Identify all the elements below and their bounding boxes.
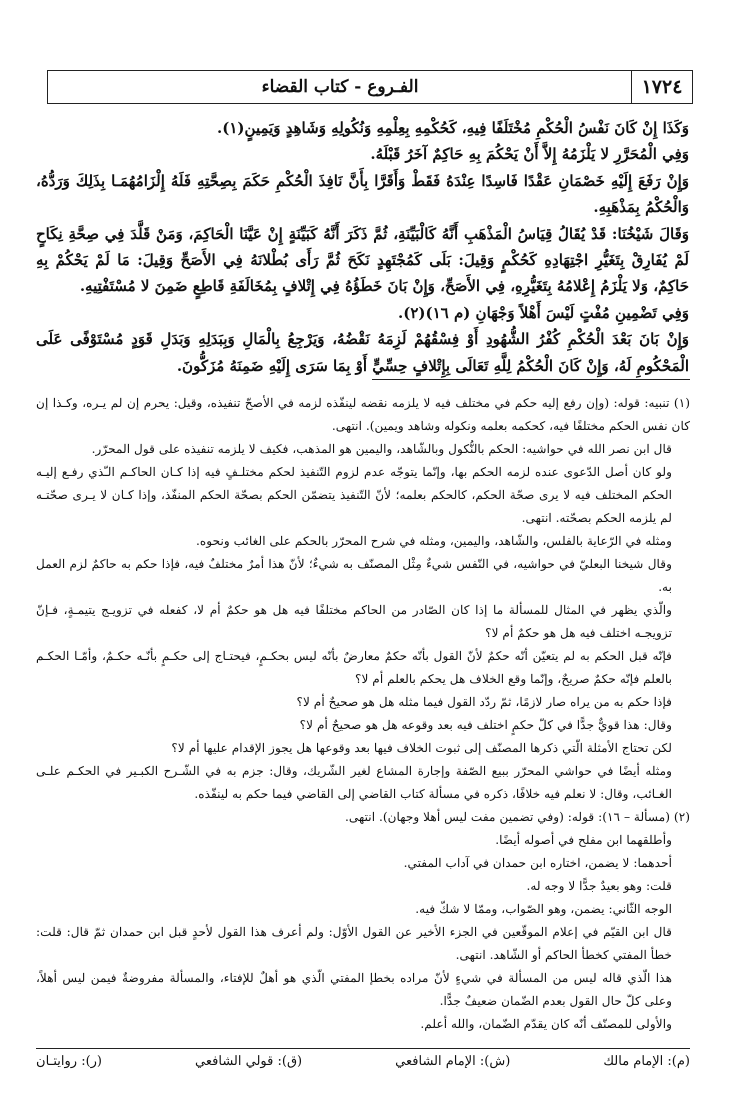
footnote-paragraph: وقال شيخنا البعليّ في حواشيه، في النّفس شيءٌ مِثْل المصنّف به شيءٌ؛ لأنّ هذا أمرٌ مختلفٌ فيه، فإذا حكم به حاكمٌ لزم العمل به. <box>36 557 672 594</box>
footnote-paragraph: الوجه الثّاني: يضمن، وهو الصّواب، وممّا لا شكّ فيه. <box>415 902 672 916</box>
abbrev-malik: (م): الإمام مالك <box>603 1054 690 1069</box>
footnote-paragraph: (١) تنبيه: قوله: (وإن رفع إليه حكم في مختلف فيه لا يلزمه نقضه لينفّذه لزمه في الأصحّ تنفيذه، وقيل: يحرم إن لم يـره، وكـذا إن كان نفس الحكم مختلفًا فيه، كحكمه بعلمه ونكوله وشاهد ويمين). انتهى. <box>36 396 690 433</box>
footnote-separator <box>372 379 690 380</box>
footnote-paragraph: لكن تحتاج الأمثلة الّتي ذكرها المصنّف إلى ثبوت الخلاف فيها بعد وقوعها هل يجوز الإقدام عليها أم لا؟ <box>171 741 672 755</box>
abbrev-shafii: (ش): الإمام الشافعي <box>395 1054 511 1069</box>
page-number: ١٧٢٤ <box>631 71 692 103</box>
main-text <box>36 115 689 379</box>
main-paragraph: وَكَذَا إِنْ كَانَ نَفْسُ الْحُكْمِ مُخْتَلَفًا فِيهِ، كَحُكْمِهِ بِعِلْمِهِ وَنُكُولِهِ وَشَاهِدٍ وَيَمِينٍ(١). <box>217 119 689 137</box>
footnote-paragraph: قلت: وهو بعيدٌ جدًّا لا وجه له. <box>526 879 672 893</box>
page-header <box>47 70 693 104</box>
footnote-paragraph: هذا الّذي قاله ليس من المسألة في شيءٍ لأنّ مراده بخطإ المفتي الّذي هو أهلٌ للإفتاء، والمسألة مفروضةٌ فيمن ليس أهلاً، وعلى كلّ حال القول بعدم الضّمان ضعيفٌ جدًّا. <box>36 971 672 1008</box>
footnote-paragraph: وقال: هذا قويٌّ جدًّا في كلّ حكمٍ اختلف فيه بعد وقوعه هل هو صحيحٌ أم لا؟ <box>299 718 672 732</box>
footnotes <box>36 392 690 1036</box>
footnote-paragraph: أحدهما: لا يضمن، اختاره ابن حمدان في آداب المفتي. <box>403 856 672 870</box>
main-paragraph: وَقَالَ شَيْخُنَا: قَدْ يُقَالُ قِيَاسُ الْمَذْهَبِ أَنَّهُ كَالْبَيِّنَةِ، ثُمَّ ذَكَرَ أَنَّهُ كَبَيِّنَةٍ إِنْ عَيَّنَا الْحَاكِمَ، وَمَنْ قَلَّدَ فِي صِحَّةِ نِكَاحٍ لَمْ يُفَارِقْ بِتَغَيُّرِ اجْتِهَادِهِ كَحُكْمٍ وَقِيلَ: بَلَى كَمُجْتَهِدٍ نَكَحَ ثُمَّ رَأَى بُطْلانَهُ فِي الأَصَحِّ وَقِيلَ: مَا لَمْ يَحْكُمْ بِهِ حَاكِمٌ، وَلا يَلْزَمُ إِعْلامُهُ بِتَغَيُّرِهِ، فِي الأَصَحِّ، وَإِنْ بَانَ خَطَؤُهُ فِي إِتْلافٍ بِمُخَالَفَةِ قَاطِعٍ ضَمِنَ لا مُسْتَفْتِيهِ. <box>36 224 689 296</box>
footnote-paragraph: فإذا حكم به من يراه صار لازمًا، ثمّ ردّد القول فيما مثله هل هو صحيحٌ أم لا؟ <box>296 695 672 709</box>
footnote-paragraph: فإنّه قبل الحكم به لم يتعيّن أنّه حكمٌ لأنّ القول بأنّه حكمٌ معارضٌ بأنّه ليس بحكـمٍ، فيحتـاج إلى حكـمٍ بأنّـه حكـمٌ، وأمّـا الحكـم بالعلم فإنّه حكمٌ صريحٌ، وإنّما وقع الخلاف هل يحكم بالعلم أم لا؟ <box>36 649 672 686</box>
footnote-paragraph: وأطلقهما ابن مفلح في أصوله أيضًا. <box>495 833 672 847</box>
footnote-paragraph: والأولى للمصنّف أنّه كان يقدّم الضّمان، والله أعلم. <box>420 1017 672 1031</box>
abbrev-shafii-two-views: (ق): قولي الشافعي <box>195 1054 303 1069</box>
footnote-paragraph: ومثله في الرّعاية بالفلس، والشّاهد، واليمين، ومثله في شرح المحرّر بالحكم على الغائب ونحوه. <box>196 534 672 548</box>
main-paragraph: وَإِنْ بَانَ بَعْدَ الْحُكْمِ كُفْرُ الشُّهُودِ أَوْ فِسْقُهُمْ لَزِمَهُ نَقْضُهُ، وَيَرْجِعُ بِالْمَالِ وَبِبَدَلِهِ وَبَدَلِ قَوَدٍ مُسْتَوْفًى عَلَى الْمَحْكُومِ لَهُ، وَإِنْ كَانَ الْحُكْمُ لِلَّهِ تَعَالَى بِإِتْلافٍ حِسِّيٍّ أَوْ بِمَا سَرَى إِلَيْهِ ضَمِنَهُ مُزَكُّونَ. <box>36 330 689 375</box>
main-paragraph: وَفِي تَضْمِينِ مُفْتٍ لَيْسَ أَهْلاً وَجْهَانِ (م ١٦)(٢). <box>398 303 689 322</box>
footnote-paragraph: قال ابن القيّم في إعلام الموقّعين في الجزء الأخير عن القول الأوّل: ولم أعرف هذا القول لأحدٍ قبل ابن حمدان ثمّ قال: قلت: خطأ المفتي كخطأ الحاكم أو الشّاهد. انتهى. <box>36 925 672 962</box>
footnote-paragraph: والّذي يظهر في المثال للمسألة ما إذا كان الصّادر من الحاكم مختلفًا فيه هل هو حكمٌ أم لا، كفعله في تزويـج يتيمـةٍ، فـإنّ تزويجـه اختلف فيه هل هو حكمٌ أم لا؟ <box>36 603 672 640</box>
main-paragraph: وَفِي الْمُحَرَّرِ لا يَلْزَمُهُ إِلاَّ أَنْ يَحْكُمَ بِهِ حَاكِمٌ آخَرُ قَبْلَهُ. <box>370 145 689 164</box>
main-paragraph: وَإِنْ رَفَعَ إِلَيْهِ خَصْمَانِ عَقْدًا فَاسِدًا عِنْدَهُ فَقَطْ وَأَقَرَّا بِأَنَّ نَافِذَ الْحُكْمِ حَكَمَ بِصِحَّتِهِ فَلَهُ إِلْزَامُهُمَـا بِذَلِكَ وَرَدُّهُ، وَالْحُكْمُ بِمَذْهَبِهِ. <box>36 171 689 217</box>
footnote-paragraph: قال ابن نصر الله في حواشيه: الحكم بالنُّكول وبالشّاهد، واليمين هو المذهب، فكيف لا يلزمه تنفيذه على قول المحرّر. <box>91 442 672 456</box>
footnote-paragraph: (٢) (مسألة – ١٦): قوله: (وفي تضمين مفت ليس أهلا وجهان). انتهى. <box>344 810 690 824</box>
footer-separator <box>36 1048 690 1049</box>
footnote-paragraph: ومثله أيضًا في حواشي المحرّر ببيع الصّفة وإجارة المشاع لغير الشّريك، وقال: جزم به في الشّـرح الكبـير في الحكـم علـى الغـائب، وقال: لا نعلم فيه خلافًا، ذكره في مسألة كتاب القاضي إلى القاضي فيما حكم به لينفّذه. <box>36 764 672 801</box>
footnote-paragraph: ولو كان أصل الدّعوى عنده لزمه الحكم بها، وإنّما يتوجّه عدم لزوم التّنفيذ لحكم مختلـفٍ فيه إذا كـان الحاكـم الـّذي رفـع إليـه الحكم المختلف فيه لا يرى صحّة الحكم، كالحكم بعلمه؛ لأنّ التّنفيذ يتضمّن الحكم بصحّة الحكم المنفّذ، وإذا كـان لا يـرى صحّتـه لم يلزمه الحكم بصحّته. انتهى. <box>36 465 672 525</box>
abbreviations-footer <box>36 1054 690 1078</box>
running-title: الفـروع - كتاب القضاء <box>261 77 419 97</box>
abbrev-two-narrations: (ر): روايتـان <box>36 1054 102 1069</box>
